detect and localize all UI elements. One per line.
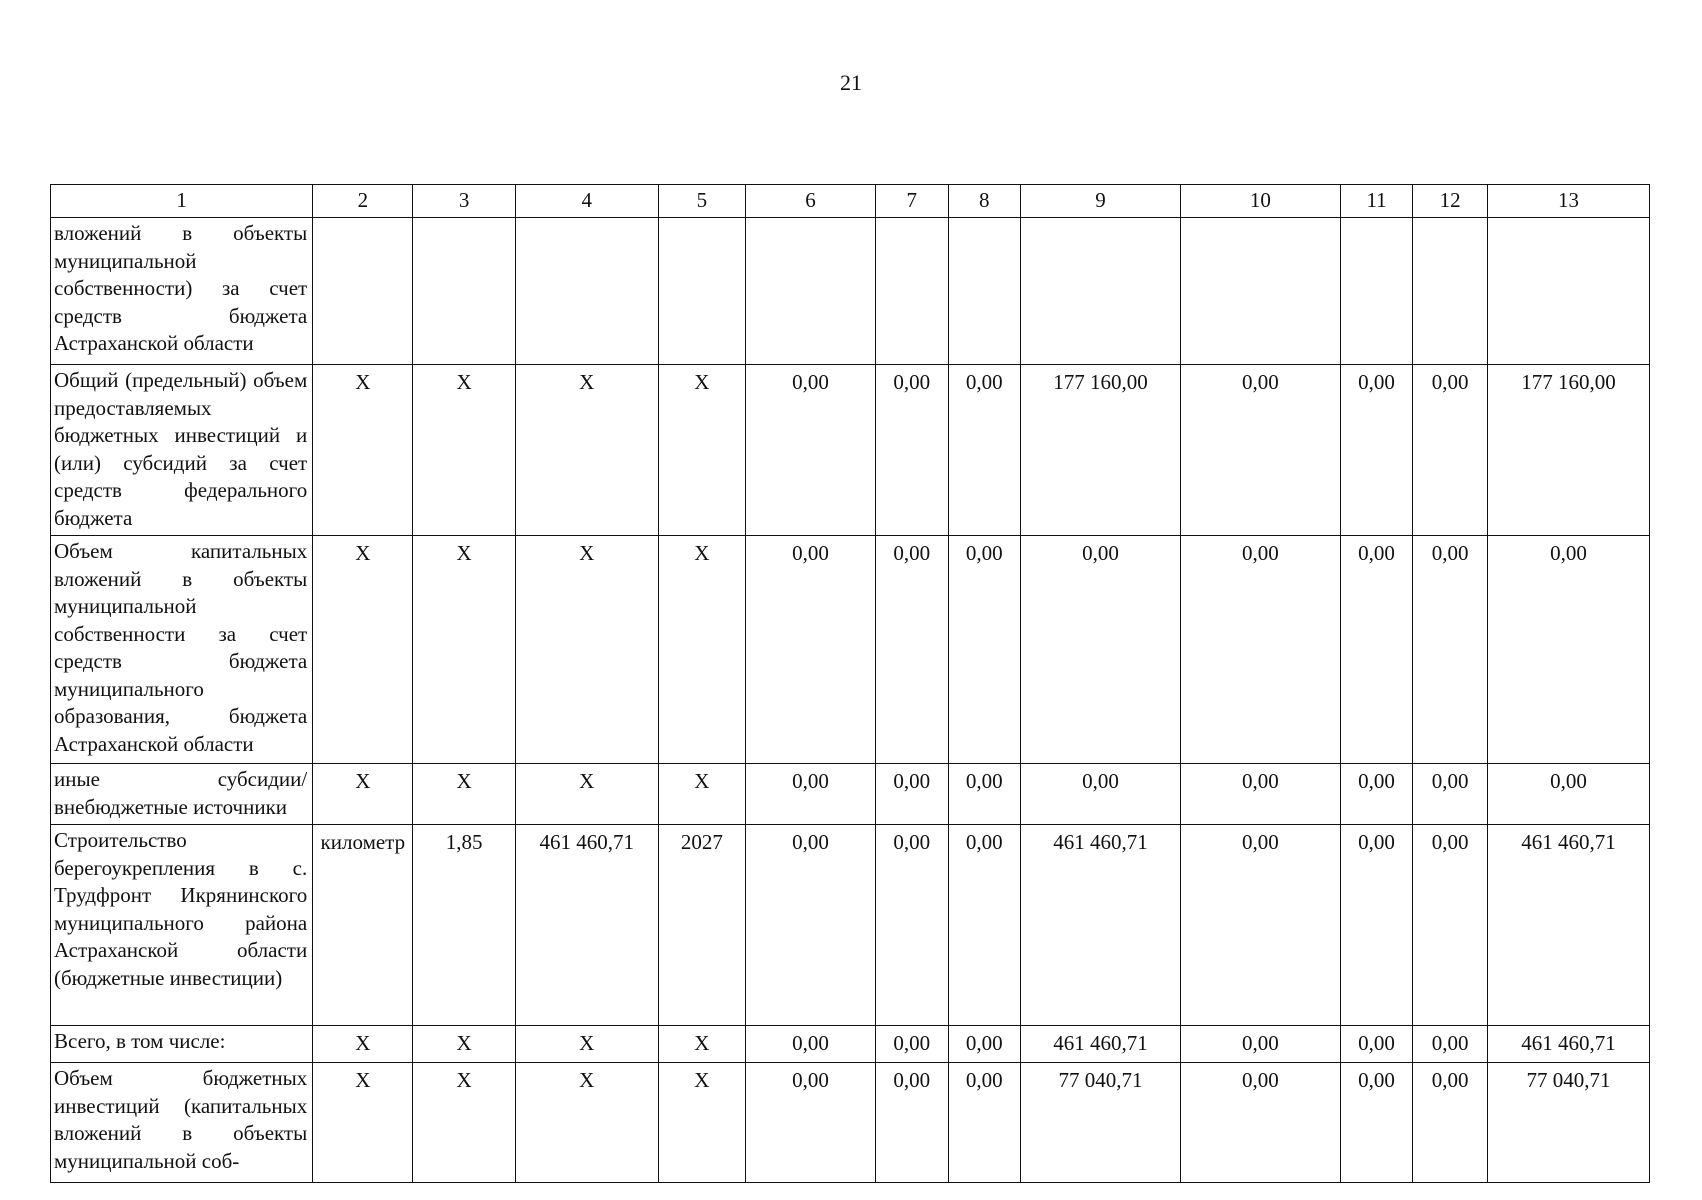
table-cell-col-12: [1413, 218, 1488, 365]
header-row: [51, 185, 1650, 218]
column-header-3: 3: [413, 185, 515, 218]
table-cell-col-2: [313, 218, 413, 365]
table-cell-col-3: X: [413, 764, 515, 825]
table-cell-col-4: [515, 218, 658, 365]
table-cell-col-6: [746, 218, 876, 365]
table-cell-col-7: 0,00: [876, 365, 948, 536]
table-cell-col-8: 0,00: [948, 536, 1020, 764]
row-description-cell: иные субсидии/ внебюджетные источники: [51, 764, 313, 825]
table-cell-col-11: [1340, 218, 1412, 365]
table-cell-col-12: 0,00: [1413, 1063, 1488, 1183]
column-header-11: 11: [1340, 185, 1412, 218]
table-cell-col-12: 0,00: [1413, 764, 1488, 825]
table-cell-col-9: 77 040,71: [1021, 1063, 1181, 1183]
table-cell-col-5: [658, 218, 745, 365]
row-description-cell: Объем капитальных вложений в объекты муниципальной собственности за счет средств бюджета муниципального образования, бюджета Астраханской области: [51, 536, 313, 764]
page-number: 21: [840, 70, 862, 95]
table-cell-col-12: 0,00: [1413, 825, 1488, 1026]
table-cell-col-12: 0,00: [1413, 1026, 1488, 1063]
table-cell-col-6: 0,00: [746, 1063, 876, 1183]
table-cell-col-10: 0,00: [1180, 365, 1340, 536]
table-cell-col-9: [1021, 218, 1181, 365]
table-row: [51, 536, 1650, 764]
table-row: [51, 825, 1650, 1026]
table-cell-col-11: 0,00: [1340, 365, 1412, 536]
table-cell-col-9: 177 160,00: [1021, 365, 1181, 536]
table-cell-col-8: 0,00: [948, 764, 1020, 825]
column-header-9: 9: [1021, 185, 1181, 218]
table-row: [51, 1063, 1650, 1183]
table-cell-col-7: 0,00: [876, 764, 948, 825]
row-description-cell: Общий (предельный) объем предоставляемых бюджетных инвестиций и (или) субсидий за счет средств федерального бюджета: [51, 365, 313, 536]
table-cell-col-6: 0,00: [746, 1026, 876, 1063]
table-cell-col-11: 0,00: [1340, 1026, 1412, 1063]
table-cell-col-3: [413, 218, 515, 365]
table-cell-col-8: 0,00: [948, 1063, 1020, 1183]
column-header-5: 5: [658, 185, 745, 218]
table-cell-col-12: 0,00: [1413, 365, 1488, 536]
table-cell-col-3: X: [413, 1063, 515, 1183]
column-header-12: 12: [1413, 185, 1488, 218]
table-cell-col-9: 0,00: [1021, 764, 1181, 825]
table-cell-col-4: X: [515, 1063, 658, 1183]
table-cell-col-3: X: [413, 365, 515, 536]
column-header-10: 10: [1180, 185, 1340, 218]
column-header-7: 7: [876, 185, 948, 218]
table-cell-col-10: [1180, 218, 1340, 365]
budget-table: [50, 184, 1650, 1183]
table-cell-col-5: X: [658, 1026, 745, 1063]
table-cell-col-11: 0,00: [1340, 1063, 1412, 1183]
row-description-cell: вложений в объекты муниципальной собственности) за счет средств бюджета Астраханской области: [51, 218, 313, 365]
table-cell-col-13: 461 460,71: [1487, 825, 1649, 1026]
table-cell-col-7: 0,00: [876, 1063, 948, 1183]
table-cell-col-2: X: [313, 365, 413, 536]
column-header-2: 2: [313, 185, 413, 218]
table-cell-col-6: 0,00: [746, 764, 876, 825]
table-cell-col-5: 2027: [658, 825, 745, 1026]
table-cell-col-13: 77 040,71: [1487, 1063, 1649, 1183]
table-cell-col-3: 1,85: [413, 825, 515, 1026]
row-description-cell: Строительство берегоукрепления в с. Трудфронт Икрянинского муниципального района Астраханской области (бюджетные инвестиции): [51, 825, 313, 1026]
table-cell-col-7: 0,00: [876, 825, 948, 1026]
table-header: [51, 185, 1650, 218]
table-cell-col-13: 177 160,00: [1487, 365, 1649, 536]
row-description-cell: Всего, в том числе:: [51, 1026, 313, 1063]
table-cell-col-11: 0,00: [1340, 825, 1412, 1026]
table-row: [51, 1026, 1650, 1063]
table-cell-col-13: 461 460,71: [1487, 1026, 1649, 1063]
table-row: [51, 218, 1650, 365]
table-cell-col-4: X: [515, 1026, 658, 1063]
table-cell-col-8: 0,00: [948, 825, 1020, 1026]
table-cell-col-9: 461 460,71: [1021, 1026, 1181, 1063]
table-cell-col-7: 0,00: [876, 1026, 948, 1063]
table-row: [51, 764, 1650, 825]
table-cell-col-11: 0,00: [1340, 536, 1412, 764]
table-cell-col-4: 461 460,71: [515, 825, 658, 1026]
column-header-8: 8: [948, 185, 1020, 218]
table-body: [51, 218, 1650, 1183]
table-cell-col-8: [948, 218, 1020, 365]
column-header-4: 4: [515, 185, 658, 218]
row-description-cell: Объем бюджетных инвестиций (капитальных вложений в объекты муниципальной соб-: [51, 1063, 313, 1183]
table-cell-col-3: X: [413, 1026, 515, 1063]
column-header-6: 6: [746, 185, 876, 218]
table-cell-col-11: 0,00: [1340, 764, 1412, 825]
table-cell-col-9: 0,00: [1021, 536, 1181, 764]
table-cell-col-4: X: [515, 365, 658, 536]
table-cell-col-10: 0,00: [1180, 825, 1340, 1026]
table-cell-col-5: X: [658, 536, 745, 764]
table-cell-col-13: [1487, 218, 1649, 365]
table-cell-col-10: 0,00: [1180, 1026, 1340, 1063]
table-cell-col-6: 0,00: [746, 825, 876, 1026]
table-cell-col-6: 0,00: [746, 536, 876, 764]
table-cell-col-3: X: [413, 536, 515, 764]
table-cell-col-2: километр: [313, 825, 413, 1026]
table-cell-col-12: 0,00: [1413, 536, 1488, 764]
table-cell-col-6: 0,00: [746, 365, 876, 536]
table-cell-col-2: X: [313, 1063, 413, 1183]
table-cell-col-8: 0,00: [948, 1026, 1020, 1063]
table-cell-col-10: 0,00: [1180, 536, 1340, 764]
column-header-1: 1: [51, 185, 313, 218]
table-cell-col-2: X: [313, 1026, 413, 1063]
table-cell-col-13: 0,00: [1487, 536, 1649, 764]
table-cell-col-5: X: [658, 764, 745, 825]
table-cell-col-4: X: [515, 764, 658, 825]
table-cell-col-4: X: [515, 536, 658, 764]
table-cell-col-10: 0,00: [1180, 1063, 1340, 1183]
table-cell-col-10: 0,00: [1180, 764, 1340, 825]
table-cell-col-7: 0,00: [876, 536, 948, 764]
table-cell-col-5: X: [658, 365, 745, 536]
table-cell-col-13: 0,00: [1487, 764, 1649, 825]
table-cell-col-9: 461 460,71: [1021, 825, 1181, 1026]
table-cell-col-5: X: [658, 1063, 745, 1183]
table-cell-col-2: X: [313, 764, 413, 825]
table-row: [51, 365, 1650, 536]
table-cell-col-2: X: [313, 536, 413, 764]
table-cell-col-7: [876, 218, 948, 365]
column-header-13: 13: [1487, 185, 1649, 218]
table-cell-col-8: 0,00: [948, 365, 1020, 536]
